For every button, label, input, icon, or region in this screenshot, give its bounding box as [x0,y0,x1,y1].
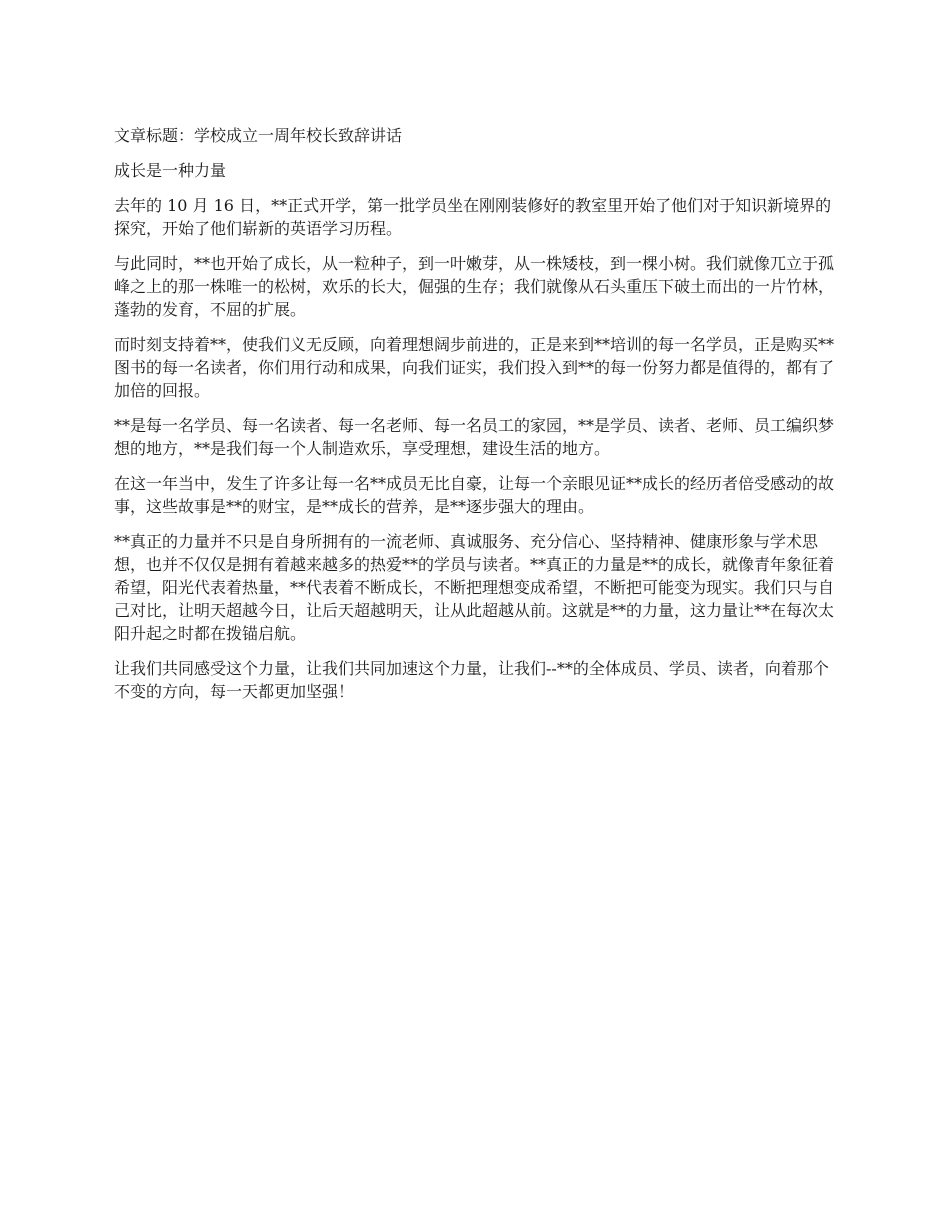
document-page [114,124,840,715]
paragraph-3: 而时刻支持着**，使我们义无反顾，向着理想阔步前进的，正是来到**培训的每一名学员，正是购买**图书的每一名读者，你们用行动和成果，向我们证实，我们投入到**的每一份努力都是值得的，都有了加倍的回报。 [114,335,835,400]
paragraph-2: 与此同时，**也开始了成长，从一粒种子，到一叶嫩芽，从一株矮枝，到一棵小树。我们就像兀立于孤峰之上的那一株唯一的松树，欢乐的长大，倔强的生存；我们就像从石头重压下破土而出的一片竹林，蓬勃的发育，不屈的扩展。 [114,254,835,319]
article-subtitle: 成长是一种力量 [114,161,227,180]
paragraph-6: **真正的力量并不只是自身所拥有的一流老师、真诚服务、充分信心、坚持精神、健康形象与学术思想，也并不仅仅是拥有着越来越多的热爱**的学员与读者。**真正的力量是**的成长，就像青年象征着希望，阳光代表着热量，**代表着不断成长，不断把理想变成希望，不断把可能变为现实。我们只与自己对比，让明天超越今日，让后天超越明天，让从此超越从前。这就是**的力量，这力量让**在每次太阳升起之时都在拨锚启航。 [114,532,835,643]
paragraph-1: 去年的 10 月 16 日，**正式开学，第一批学员坐在刚刚装修好的教室里开始了他们对于知识新境界的探究，开始了他们崭新的英语学习历程。 [114,196,832,238]
paragraph-5: 在这一年当中，发生了许多让每一名**成员无比自豪，让每一个亲眼见证**成长的经历者倍受感动的故事，这些故事是**的财宝，是**成长的营养，是**逐步强大的理由。 [114,474,835,516]
paragraph-4: **是每一名学员、每一名读者、每一名老师、每一名员工的家园，**是学员、读者、老师、员工编织梦想的地方，**是我们每一个人制造欢乐，享受理想，建设生活的地方。 [114,416,835,458]
article-title: 文章标题：学校成立一周年校长致辞讲话 [114,126,403,145]
paragraph-7: 让我们共同感受这个力量，让我们共同加速这个力量，让我们--**的全体成员、学员、读者，向着那个不变的方向，每一天都更加坚强！ [114,659,829,701]
